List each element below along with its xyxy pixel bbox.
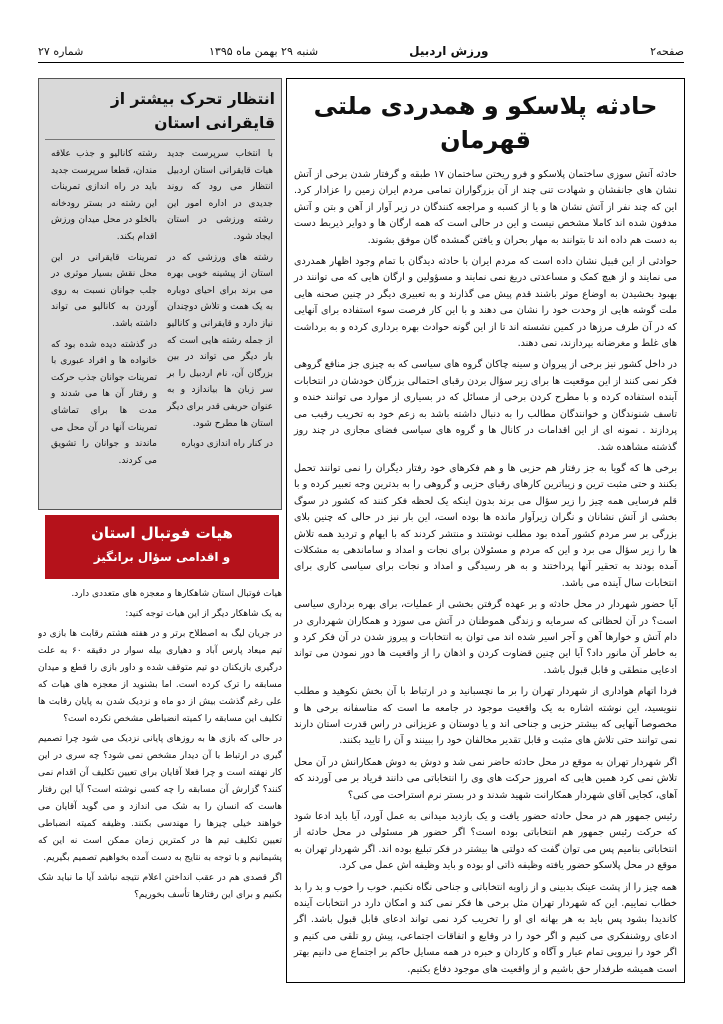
- side-paragraph: تمرینات قایقرانی در این محل نقش بسیار موثری در جلب جوانان نسبت به روی آوردن به کانالیو می تواند داشته باشد.: [51, 252, 157, 329]
- main-paragraph: آیا حضور شهردار در محل حادثه و بر عهده گرفتن بخشی از عملیات، برای بهره برداری سیاسی است؟ در آن لحظاتی که سرمایه و زندگی هموطنان در آتش می سوزد و همکاران شهرداری در دام آتش و خوارها آهن و آجر اسیر شده اند می توان به انتخابات و پیروز شدن در آن فکر کرد و به خاطر آن مانور داد؟ آیا این چنین قضاوت کردن و اذهان را از واقعیت ها دور نمودن می تواند ادعایی منطقی و قابل قبول باشد.: [294, 599, 677, 676]
- side-article: [38, 78, 282, 510]
- lower-paragraph: اگر قصدی هم در عقب انداختن اعلام نتیجه نباشد آیا ما نباید شک بکنیم و برای این رفتارها تأسف بخوریم؟: [38, 873, 282, 900]
- side-paragraph: رشته های ورزشی که در استان از پیشینه خوبی بهره می برند برای احیای دوباره به یک همت و تلاش دوچندان نیاز دارد و قایقرانی و کانالیو از جمله رشته هایی است که بار دیگر می تواند در بین بزرگان آن، نام اردبیل را بر سر زبان ها بیاندازد و به عنوان حریفی قدر برای دیگر استان ها مطرح شود.: [167, 252, 273, 429]
- issue-number: شماره ۲۷: [38, 44, 84, 58]
- lower-paragraph: در جریان لیگ به اصطلاح برتر و در هفته هشتم رقابت ها بازی دو تیم میعاد پارس آباد و دهیاری بیله سوار در دقیقه ۶۰ به علت درگیری بازیکنان دو تیم متوقف شده و داور بازی را قطع و میدان مسابقه را ترک کرده است. اما بشنوید از معجزه های هیات که علی رغم گذشت بیش از دو ماه و نزدیک شدن به پایان رقابت ها تکلیف این مسابقه را کمیته انضباطی مشخص نکرده است؟: [38, 629, 282, 724]
- main-paragraph: همه چیز را از پشت عینک بدبینی و از زاویه انتخاباتی و جناحی نگاه نکنیم. خوب را خوب و بد را بد خطاب نماییم. این که شهردار تهران مثل برخی ها فکر نمی کند و امکان دارد در انتخابات آینده کاندیدا بشود پس باید به هر بهانه ای او را تخریب کرد نمی تواند ادعای قابل قبول باشد. اگر ادعای روشنفکری می کنیم و اگر خود را در وقایع و اتفاقات اجتماعی، پیش رو تلقی می کنیم و اگر خود را نیرویی تمام عیار و آگاه و کاردان و خبره در همه مسایل حاکم بر اجتماع می دانیم بهتر است همیشه طرفدار حق باشیم و از واقعیت های موجود دفاع بکنیم.: [294, 881, 677, 975]
- side-paragraph: با انتخاب سرپرست جدید هیات قایقرانی استان اردبیل انتظار می رود که روند جدیدی در اداره امور این رشته ورزشی در استان ایجاد شود.: [167, 149, 273, 242]
- main-paragraph: فردا اتهام هواداری از شهردار تهران را بر ما نچسبانید و در ارتباط با آن بخش نکوهید و مطلب ننویسید، این نوشته اشاره به یک واقعیت موجود در جامعه ما است که متاسفانه برخی ها و مخصوصا آنهایی که بیشتر حزبی و جناحی اند و یا دوستان و عزیزانی در راس قدرت استان دارند نمی توانند حتی تلاش های مثبت و قابل تقدیر مخالفان خود را ببینند و آن را تایید بکنند.: [294, 686, 677, 747]
- side-paragraph: در گذشته دیده شده بود که خانواده ها و افراد عبوری با تمرینات جوانان جذب حرکت و رفتار آن ها می شدند و مدت ها برای تماشای تمرینات آنها در آن محل می ماندند و جوانان را تشویق می کردند.: [51, 339, 157, 466]
- issue-date: شنبه ۲۹ بهمن ماه ۱۳۹۵: [209, 44, 319, 58]
- page-number: صفحه۲: [650, 44, 684, 58]
- main-article-title: حادثه پلاسکو و همدردی ملتی قهرمان: [313, 92, 658, 154]
- lower-article: [38, 586, 282, 982]
- main-paragraph: در داخل کشور نیز برخی از پیروان و سینه چاکان گروه های سیاسی که به چیزی جز منافع گروهی فکر نمی کنند از این موقعیت ها برای زیر سؤال بردن رقبای احتمالی بزرگان خودشان در انتخابات آینده استفاده کرده و با مطرح کردن برخی از مسائل که در بسیاری از موارد می توانند خنده و تاسف شنوندگان و خوانندگان مطالب را به دنبال داشته باشد به زعم خود به تخریب رقیب می پردازند . نمونه ای از این اقدامات در کانال ها و گروه های سیاسی فضای مجازی در چند روز گذشته مشاهده شد.: [294, 359, 677, 453]
- lower-paragraph: در حالی که بازی ها به روزهای پایانی نزدیک می شود چرا تصمیم گیری در ارتباط با آن دیدار مشخص نمی شود؟ چه سری در این کار نهفته است و چرا فعلا آقایان برای تعیین تکلیف آن اقدام نمی کنند؟ گزارش آن مسابقه را چه کسی نوشته است؟ آیا این رفتار هاست که انسان را به شک می اندازد و می گوید آقایان می خواهند خیلی چیزها را مهندسی بکنند. وظیفه کمیته انضباطی تعیین تکلیف تیم ها در کمترین زمان ممکن است نه این که پشیمانیم و با توجه به نتایج به دست آمده بخواهیم تصمیم بگیریم.: [38, 734, 282, 863]
- main-paragraph: اگر شهردار تهران به موقع در محل حادثه حاضر نمی شد و دوش به دوش همکارانش در آن محل تلاش نمی کرد همین هایی که امروز حرکت های وی را انتخاباتی می دانند فریاد بر می آوردند که آهای، کجایی آقای شهردار همکارانت شهید شدند و در بستر نرم استراحت می کنی؟: [294, 756, 677, 801]
- side-paragraph: در کنار راه اندازی دوباره: [181, 439, 273, 450]
- side-column-right: [167, 146, 273, 473]
- side-article-columns: [39, 146, 281, 473]
- side-article-title: انتظار تحرک بیشتر از قایقرانی استان: [45, 87, 275, 140]
- side-column-left: [51, 146, 157, 473]
- page-header: [38, 40, 684, 63]
- red-headline-subtitle: و اقدامی سؤال برانگیز: [93, 550, 231, 564]
- main-article: [286, 78, 685, 983]
- lower-paragraph: هیات فوتبال استان شاهکارها و معجزه های متعددی دارد.: [71, 589, 282, 599]
- red-headline-title: هیات فوتبال استان: [91, 524, 233, 542]
- side-paragraph: رشته کانالیو و جذب علاقه مندان، قطعا سرپرست جدید باید در راه اندازی تمرینات این رشته در بستر رودخانه بالخلو در محل میدان ورزش اقدام بکند.: [51, 149, 157, 242]
- red-headline-box: [45, 515, 279, 579]
- main-paragraph: رئیس جمهور هم در محل حادثه حضور یافت و یک بازدید میدانی به عمل آورد، آیا باید ادعا شود که حرکت رئیس جمهور هم انتخاباتی بوده است؟ اگر حضور هر مسئولی در محل حادثه از انتخاباتی بنامیم پس می توان گفت که دولتی ها بیشتر در فکر تبلیغ بوده اند. اگر شهردار تهران به موقع در محل پلاسکو حضور یافته وظیفه ذاتی او بوده و باید وظیفه اش عمل می کرد.: [294, 811, 677, 872]
- main-paragraph: برخی ها که گویا به جز رفتار هم حزبی ها و هم فکرهای خود رفتار دیگران را نمی توانند تحمل بکنند و حتی مثبت ترین و زیباترین کارهای رقبای حزبی و گروهی را به بدترین وجه تعبیر کرده و با قلم فرسایی همه چیز را زیر سؤال می برند بدون اینکه یک لحظه فکر کنند که کشور در سوگ بخشی از آتش نشانان و نگران زیرآوار مانده ها بوده است، این بار نیز در حالی که چنین بلای بزرگی بر سر مردم کشور آمده بود مطلب نوشتند و منتشر کردند که با ایهام و تردید همه تلاش ها را زیر سؤال می برد و این که مردم و مسئولان برای نجات و امداد و ساماندهی به مشکلات آمده بودند به تحقیر آنها پرداختند و به هر رسیدگی و امداد و نجات برای سیاسی کاری برای انتخابات سال آینده می باشد.: [294, 462, 677, 589]
- main-paragraph: حوادثی از این قبیل نشان داده است که مردم ایران با حادثه دیدگان با تمام وجود اظهار همدردی می نمایند و از هیچ کمک و مساعدتی دریغ نمی نمایند و مسؤولین و ارگان هایی که می توانند در بهبود بخشیدن به اوضاع موثر باشند قدم پیش می گذارند و به تعبیری دیگر در چنین صحنه هایی ملت گوشه هایی از وحدت خود را نشان می دهند و با این کار فرصت سوء استفاده برای آنهایی که در آن طرف مرزها در کمین نشسته اند تا از این گونه حوادث بهره برداری کرده و به برداشت های غلط و مغرضانه بپردازند، نمی دهند.: [294, 256, 677, 350]
- publication-title: ورزش اردبیل: [409, 44, 489, 58]
- lower-paragraph: به یک شاهکار دیگر از این هیات توجه کنید:: [125, 609, 282, 619]
- main-paragraph: حادثه آتش سوزی ساختمان پلاسکو و فرو ریختن ساختمان ۱۷ طبقه و گرفتار شدن برخی از آتش نشان های جانفشان و شهادت تنی چند از آن بزرگواران تمامی مردم ایران زمین را عزادار کرد. این که چند نفر از آتش نشان ها و یا از کسبه و مراجعه کنندگان در زیر آوار از آهن و بتن و آتش مدفون شده اند کاملا مشخص نیست و این در حالی است که همه ارگان ها و دوایر ذیربط دست به دست هم داده اند تا بتوانند به مهار بحران و یافتن گمشده گان موفق بشوند.: [294, 169, 677, 246]
